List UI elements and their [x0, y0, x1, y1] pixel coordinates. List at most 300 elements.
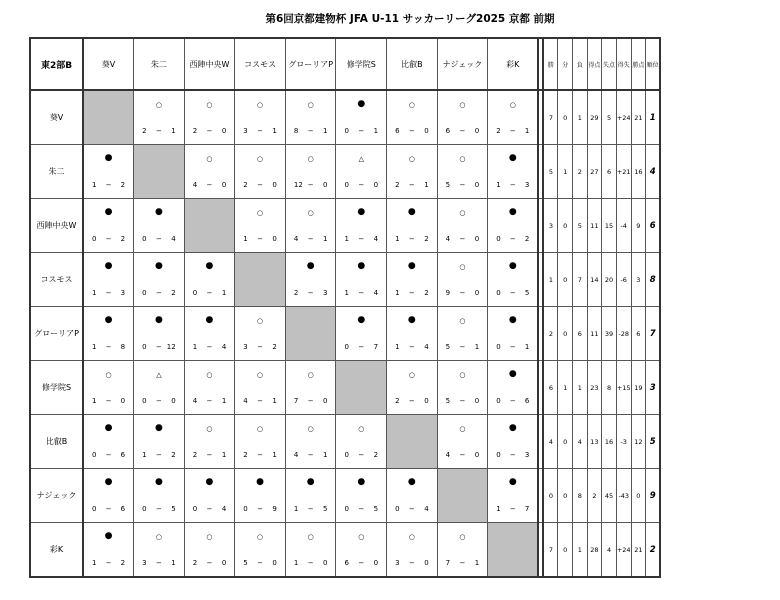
score-against: 1: [323, 451, 328, 459]
score-for: 2: [395, 397, 400, 405]
score-against: 0: [171, 397, 176, 405]
match-cell: [83, 361, 134, 415]
column-team-header: コスモス: [235, 38, 286, 90]
score-against: 0: [424, 559, 429, 567]
stat-losses: 1: [573, 361, 588, 415]
self-match-cell: [488, 523, 539, 578]
result-win-icon: ●: [205, 315, 214, 325]
score-for: 0: [92, 505, 97, 513]
result-loss-icon: ○: [206, 155, 213, 163]
match-cell: [336, 253, 387, 307]
result-win-icon: ●: [357, 261, 366, 271]
score-separator: −: [408, 559, 415, 567]
page-title: 第6回京都建物杯 JFA U-11 サッカーリーグ2025 京都 前期: [265, 13, 555, 25]
stat-header: 勝点: [631, 38, 646, 90]
score-against: 4: [424, 343, 429, 351]
match-cell: [184, 469, 235, 523]
match-cell: [134, 90, 185, 145]
result-win-icon: ●: [256, 477, 264, 487]
match-cell: [184, 90, 235, 145]
score-separator: −: [257, 559, 264, 567]
match-cell: [184, 145, 235, 199]
match-cell: [184, 361, 235, 415]
stat-losses: 7: [573, 253, 588, 307]
result-win-icon: ●: [104, 423, 113, 433]
score-separator: −: [358, 127, 365, 135]
score-separator: −: [358, 343, 365, 351]
stat-goals-against: 15: [602, 199, 617, 253]
score-separator: −: [408, 505, 415, 513]
result-loss-icon: ○: [459, 209, 466, 217]
score-against: 0: [424, 127, 429, 135]
score-against: 0: [474, 235, 480, 243]
match-cell: [336, 523, 387, 578]
stat-goal-difference: -4: [616, 199, 631, 253]
score-separator: −: [459, 343, 466, 351]
score-separator: −: [257, 343, 264, 351]
score-against: 5: [373, 505, 379, 513]
match-cell: [134, 307, 185, 361]
score-separator: −: [509, 343, 516, 351]
stat-goal-difference: +24: [616, 523, 631, 578]
score-against: 2: [524, 235, 530, 243]
score-against: 1: [474, 343, 480, 351]
score-separator: −: [257, 397, 264, 405]
result-win-icon: ●: [407, 261, 416, 271]
result-win-icon: ●: [104, 207, 113, 217]
self-match-cell: [235, 253, 286, 307]
score-for: 0: [142, 505, 147, 513]
column-team-header: 葵V: [83, 38, 134, 90]
score-against: 4: [221, 343, 227, 351]
score-against: 0: [272, 235, 277, 243]
score-for: 0: [192, 289, 198, 297]
match-cell: [437, 199, 488, 253]
self-match-cell: [387, 415, 438, 469]
score-against: 0: [474, 289, 480, 297]
stat-points: 6: [631, 307, 646, 361]
score-separator: −: [105, 289, 112, 297]
result-loss-icon: ○: [307, 155, 314, 163]
result-loss-icon: ○: [155, 533, 162, 541]
match-cell: [336, 307, 387, 361]
score-for: 0: [344, 451, 349, 459]
stat-losses: 8: [573, 469, 588, 523]
stat-losses: 1: [573, 90, 588, 145]
score-separator: −: [509, 127, 516, 135]
score-against: 0: [221, 559, 227, 567]
score-for: 2: [243, 181, 248, 189]
result-loss-icon: ○: [408, 371, 415, 379]
score-against: 1: [323, 127, 328, 135]
team-row: [30, 307, 660, 361]
match-cell: [336, 145, 387, 199]
score-separator: −: [459, 289, 466, 297]
score-against: 0: [221, 127, 227, 135]
score-against: 0: [424, 397, 429, 405]
result-loss-icon: ○: [257, 371, 264, 379]
score-separator: −: [206, 127, 213, 135]
score-for: 5: [445, 343, 451, 351]
match-cell: [83, 253, 134, 307]
row-team-name: コスモス: [30, 253, 83, 307]
match-cell: [235, 469, 286, 523]
match-cell: [437, 253, 488, 307]
score-for: 0: [92, 451, 97, 459]
result-loss-icon: ○: [155, 101, 162, 109]
score-separator: −: [307, 451, 314, 459]
score-separator: −: [459, 559, 466, 567]
score-separator: −: [408, 343, 415, 351]
score-for: 0: [142, 343, 147, 351]
score-against: 0: [474, 451, 480, 459]
stat-header: 順位: [646, 38, 661, 90]
result-loss-icon: ○: [257, 155, 264, 163]
score-separator: −: [307, 127, 314, 135]
score-against: 1: [171, 127, 176, 135]
score-separator: −: [257, 235, 264, 243]
score-separator: −: [257, 181, 264, 189]
score-against: 2: [373, 451, 379, 459]
result-loss-icon: ○: [206, 101, 213, 109]
score-for: 1: [92, 343, 97, 351]
score-separator: −: [509, 397, 516, 405]
stat-wins: 7: [543, 523, 558, 578]
match-cell: [387, 145, 438, 199]
score-against: 4: [373, 289, 379, 297]
row-team-name: 西陣中央W: [30, 199, 83, 253]
stat-draws: 0: [558, 253, 573, 307]
score-against: 9: [272, 505, 277, 513]
stat-goal-difference: +21: [616, 145, 631, 199]
match-cell: [184, 253, 235, 307]
score-against: 3: [120, 289, 126, 297]
team-row: [30, 90, 660, 145]
match-cell: [184, 523, 235, 578]
score-for: 1: [395, 289, 400, 297]
match-cell: [235, 415, 286, 469]
score-against: 0: [323, 559, 328, 567]
self-match-cell: [336, 361, 387, 415]
match-cell: [336, 199, 387, 253]
stat-rank: 1: [646, 90, 661, 145]
stat-header: 得失: [616, 38, 631, 90]
score-against: 2: [120, 181, 126, 189]
stat-goals-for: 23: [587, 361, 602, 415]
self-match-cell: [184, 199, 235, 253]
match-cell: [387, 523, 438, 578]
stat-losses: 5: [573, 199, 588, 253]
score-separator: −: [206, 289, 213, 297]
result-loss-icon: ○: [459, 317, 466, 325]
column-team-header: 彩K: [488, 38, 539, 90]
score-for: 1: [496, 181, 501, 189]
score-for: 2: [192, 451, 198, 459]
row-team-name: 彩K: [30, 523, 83, 578]
match-cell: [387, 361, 438, 415]
score-separator: −: [408, 397, 415, 405]
score-against: 5: [524, 289, 530, 297]
score-for: 6: [344, 559, 349, 567]
score-separator: −: [509, 451, 516, 459]
stat-goals-for: 11: [587, 307, 602, 361]
score-separator: −: [358, 235, 365, 243]
result-win-icon: ●: [154, 423, 163, 433]
score-for: 2: [192, 127, 198, 135]
team-row: [30, 415, 660, 469]
match-cell: [336, 415, 387, 469]
score-for: 0: [496, 397, 501, 405]
result-win-icon: ●: [104, 261, 113, 271]
score-for: 0: [395, 505, 400, 513]
score-for: 0: [142, 397, 147, 405]
result-win-icon: ●: [104, 477, 113, 487]
score-against: 3: [524, 451, 530, 459]
score-for: 1: [344, 235, 349, 243]
match-cell: [285, 90, 336, 145]
score-for: 1: [243, 235, 248, 243]
score-for: 0: [344, 505, 349, 513]
stat-draws: 0: [558, 90, 573, 145]
score-against: 3: [524, 181, 530, 189]
stat-draws: 0: [558, 469, 573, 523]
stat-losses: 1: [573, 523, 588, 578]
stat-goals-for: 2: [587, 469, 602, 523]
result-win-icon: ●: [407, 477, 416, 487]
score-for: 2: [142, 127, 147, 135]
match-cell: [488, 145, 539, 199]
match-cell: [387, 307, 438, 361]
score-against: 7: [524, 505, 530, 513]
stat-points: 19: [631, 361, 646, 415]
column-team-header: 西陣中央W: [184, 38, 235, 90]
score-for: 0: [496, 343, 501, 351]
column-team-header: グローリアP: [285, 38, 336, 90]
match-cell: [184, 307, 235, 361]
score-separator: −: [257, 451, 264, 459]
stat-header: 得点: [587, 38, 602, 90]
stat-rank: 9: [646, 469, 661, 523]
score-for: 12: [293, 181, 303, 189]
score-for: 2: [395, 181, 400, 189]
result-win-icon: ●: [407, 207, 416, 217]
score-separator: −: [155, 559, 162, 567]
score-separator: −: [307, 235, 314, 243]
score-for: 1: [92, 559, 97, 567]
result-loss-icon: ○: [459, 425, 466, 433]
score-for: 2: [496, 127, 501, 135]
score-against: 2: [120, 235, 126, 243]
score-for: 4: [192, 181, 198, 189]
score-for: 1: [142, 451, 147, 459]
score-separator: −: [105, 343, 112, 351]
score-against: 0: [474, 181, 480, 189]
score-against: 0: [221, 181, 227, 189]
match-cell: [83, 307, 134, 361]
match-cell: [437, 307, 488, 361]
match-cell: [387, 469, 438, 523]
match-cell: [387, 90, 438, 145]
match-cell: [134, 253, 185, 307]
score-for: 0: [496, 235, 501, 243]
score-separator: −: [408, 289, 415, 297]
score-for: 0: [344, 343, 349, 351]
match-cell: [235, 90, 286, 145]
score-separator: −: [459, 451, 466, 459]
stat-wins: 7: [543, 90, 558, 145]
score-against: 2: [171, 451, 176, 459]
score-against: 1: [272, 451, 277, 459]
stat-draws: 1: [558, 361, 573, 415]
score-for: 0: [142, 235, 147, 243]
result-win-icon: ●: [357, 315, 366, 325]
team-row: [30, 469, 660, 523]
result-loss-icon: ○: [206, 533, 213, 541]
stat-rank: 7: [646, 307, 661, 361]
score-for: 3: [243, 343, 248, 351]
result-loss-icon: ○: [307, 371, 314, 379]
score-for: 0: [192, 505, 198, 513]
match-cell: [488, 199, 539, 253]
stat-goals-against: 16: [602, 415, 617, 469]
result-win-icon: ●: [154, 207, 163, 217]
score-separator: −: [105, 505, 112, 513]
match-cell: [83, 523, 134, 578]
match-cell: [437, 90, 488, 145]
score-against: 0: [474, 397, 480, 405]
match-cell: [235, 523, 286, 578]
score-against: 3: [323, 289, 328, 297]
match-cell: [488, 307, 539, 361]
score-against: 0: [323, 397, 328, 405]
match-cell: [437, 361, 488, 415]
result-win-icon: ●: [154, 477, 163, 487]
score-for: 4: [445, 451, 451, 459]
score-against: 4: [221, 505, 227, 513]
result-loss-icon: ○: [408, 533, 415, 541]
match-cell: [336, 90, 387, 145]
team-row: [30, 145, 660, 199]
stat-goals-against: 6: [602, 145, 617, 199]
team-row: [30, 523, 660, 578]
score-for: 1: [92, 181, 97, 189]
result-loss-icon: ○: [408, 155, 415, 163]
score-for: 3: [243, 127, 248, 135]
score-separator: −: [307, 505, 314, 513]
score-for: 7: [445, 559, 451, 567]
match-cell: [387, 199, 438, 253]
result-loss-icon: ○: [459, 101, 466, 109]
score-against: 1: [373, 127, 379, 135]
score-separator: −: [459, 235, 466, 243]
match-cell: [235, 361, 286, 415]
stat-goal-difference: +24: [616, 90, 631, 145]
score-against: 0: [474, 127, 480, 135]
match-cell: [134, 199, 185, 253]
score-for: 4: [243, 397, 248, 405]
score-separator: −: [206, 181, 213, 189]
score-against: 1: [221, 451, 227, 459]
score-against: 0: [272, 559, 277, 567]
column-team-header: 朱二: [134, 38, 185, 90]
stat-wins: 5: [543, 145, 558, 199]
score-against: 0: [323, 181, 328, 189]
match-cell: [83, 145, 134, 199]
stat-draws: 1: [558, 145, 573, 199]
score-for: 1: [92, 289, 97, 297]
score-against: 5: [323, 505, 328, 513]
stat-wins: 3: [543, 199, 558, 253]
match-cell: [437, 145, 488, 199]
score-separator: −: [155, 343, 162, 351]
match-cell: [285, 523, 336, 578]
score-separator: −: [105, 451, 112, 459]
score-against: 0: [373, 181, 379, 189]
team-row: [30, 361, 660, 415]
score-for: 9: [445, 289, 451, 297]
stat-rank: 3: [646, 361, 661, 415]
stat-losses: 6: [573, 307, 588, 361]
match-cell: [83, 199, 134, 253]
score-separator: −: [206, 343, 213, 351]
score-against: 1: [424, 181, 429, 189]
stat-losses: 2: [573, 145, 588, 199]
score-separator: −: [509, 181, 516, 189]
row-team-name: グローリアP: [30, 307, 83, 361]
stat-goals-for: 28: [587, 523, 602, 578]
score-against: 1: [524, 343, 530, 351]
stat-wins: 4: [543, 415, 558, 469]
score-against: 1: [474, 559, 480, 567]
score-for: 0: [344, 127, 349, 135]
stat-wins: 1: [543, 253, 558, 307]
score-separator: −: [105, 559, 112, 567]
score-against: 2: [424, 235, 429, 243]
score-for: 5: [445, 397, 451, 405]
score-against: 0: [272, 181, 277, 189]
stat-losses: 4: [573, 415, 588, 469]
score-for: 1: [496, 505, 501, 513]
score-separator: −: [358, 451, 365, 459]
score-separator: −: [105, 181, 112, 189]
score-separator: −: [257, 505, 264, 513]
result-win-icon: ●: [306, 261, 315, 271]
score-separator: −: [206, 559, 213, 567]
stat-goals-against: 20: [602, 253, 617, 307]
result-loss-icon: ○: [307, 209, 314, 217]
score-for: 1: [192, 343, 198, 351]
stat-rank: 8: [646, 253, 661, 307]
stat-wins: 2: [543, 307, 558, 361]
match-cell: [488, 253, 539, 307]
stat-draws: 0: [558, 199, 573, 253]
score-against: 2: [171, 289, 176, 297]
result-loss-icon: ○: [459, 533, 466, 541]
stat-points: 16: [631, 145, 646, 199]
score-against: 2: [272, 343, 277, 351]
stat-goal-difference: +15: [616, 361, 631, 415]
row-team-name: 朱二: [30, 145, 83, 199]
stat-goals-against: 45: [602, 469, 617, 523]
row-team-name: 修学院S: [30, 361, 83, 415]
score-separator: −: [307, 181, 314, 189]
match-cell: [184, 415, 235, 469]
match-cell: [285, 199, 336, 253]
score-separator: −: [358, 505, 365, 513]
score-for: 0: [496, 289, 501, 297]
stat-points: 21: [631, 523, 646, 578]
score-against: 8: [120, 343, 126, 351]
